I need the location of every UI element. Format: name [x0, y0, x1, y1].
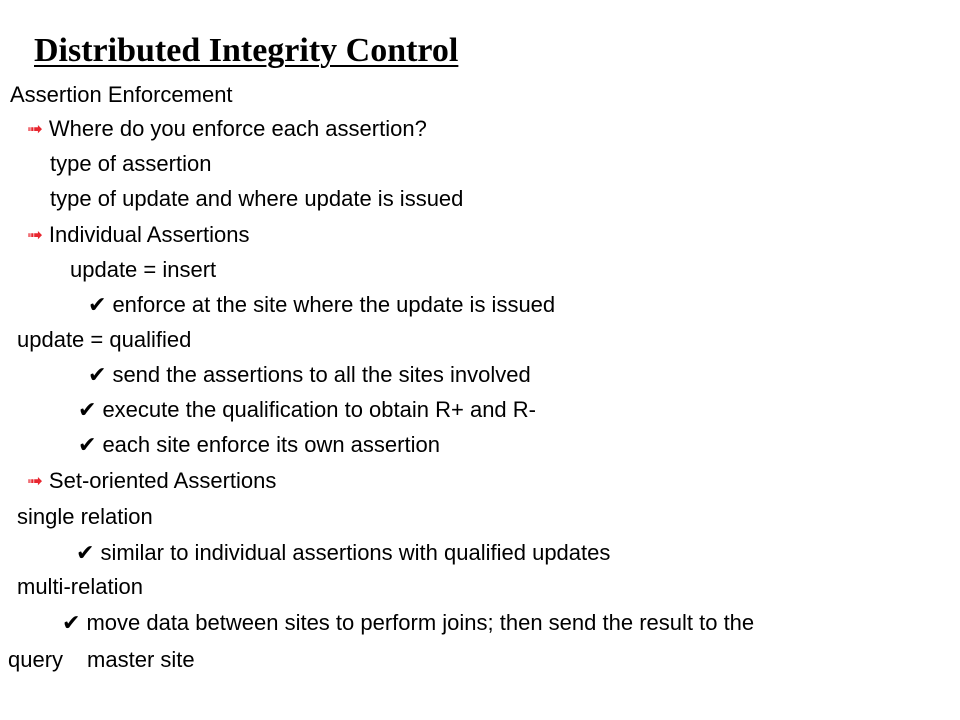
bullet-set-oriented [27, 468, 276, 495]
check-item-move-data [62, 610, 754, 637]
check-icon: ✔ [78, 398, 97, 423]
bullet-text: Where do you enforce each assertion? [48, 116, 427, 141]
check-item-text: execute the qualification to obtain R+ and R- [102, 397, 536, 422]
continuation-line [8, 647, 195, 673]
check-item-text: enforce at the site where the update is issued [112, 292, 556, 317]
check-icon: ✔ [76, 541, 95, 566]
sub-item-update-insert: update = insert [70, 257, 217, 282]
check-item-text: similar to individual assertions with qualified updates [100, 540, 611, 565]
arrow-bullet-icon: ➟ [27, 471, 43, 492]
arrow-bullet-icon: ➟ [27, 225, 43, 246]
query-word: query [8, 647, 64, 672]
bullet-where-enforce [27, 116, 427, 143]
check-icon: ✔ [88, 293, 107, 318]
sub-item-update-qualified: update = qualified [17, 327, 192, 352]
sub-item-type-of-assertion: type of assertion [50, 151, 212, 176]
check-item-text: move data between sites to perform joins; then send the result to the [86, 610, 755, 635]
section-heading: Assertion Enforcement [10, 82, 233, 107]
check-item-similar-to [76, 540, 610, 567]
arrow-bullet-icon: ➟ [27, 119, 43, 140]
check-item-execute-qualification [78, 397, 536, 424]
check-item-send-assertions [88, 362, 531, 389]
check-item-text: send the assertions to all the sites involved [112, 362, 531, 387]
check-item-text: each site enforce its own assertion [102, 432, 440, 457]
sub-item-single-relation: single relation [17, 504, 153, 529]
check-icon: ✔ [62, 611, 81, 636]
sub-item-type-of-update: type of update and where update is issued [50, 186, 464, 211]
check-item-each-site [78, 432, 440, 459]
check-item-enforce-at-site [88, 292, 555, 319]
bullet-individual-assertions [27, 222, 249, 249]
master-site-text: master site [87, 647, 195, 672]
sub-item-multi-relation: multi-relation [17, 574, 143, 599]
slide-title: Distributed Integrity Control [34, 32, 459, 69]
check-icon: ✔ [78, 433, 97, 458]
bullet-text: Individual Assertions [48, 222, 250, 247]
check-icon: ✔ [88, 363, 107, 388]
bullet-text: Set-oriented Assertions [48, 468, 277, 493]
